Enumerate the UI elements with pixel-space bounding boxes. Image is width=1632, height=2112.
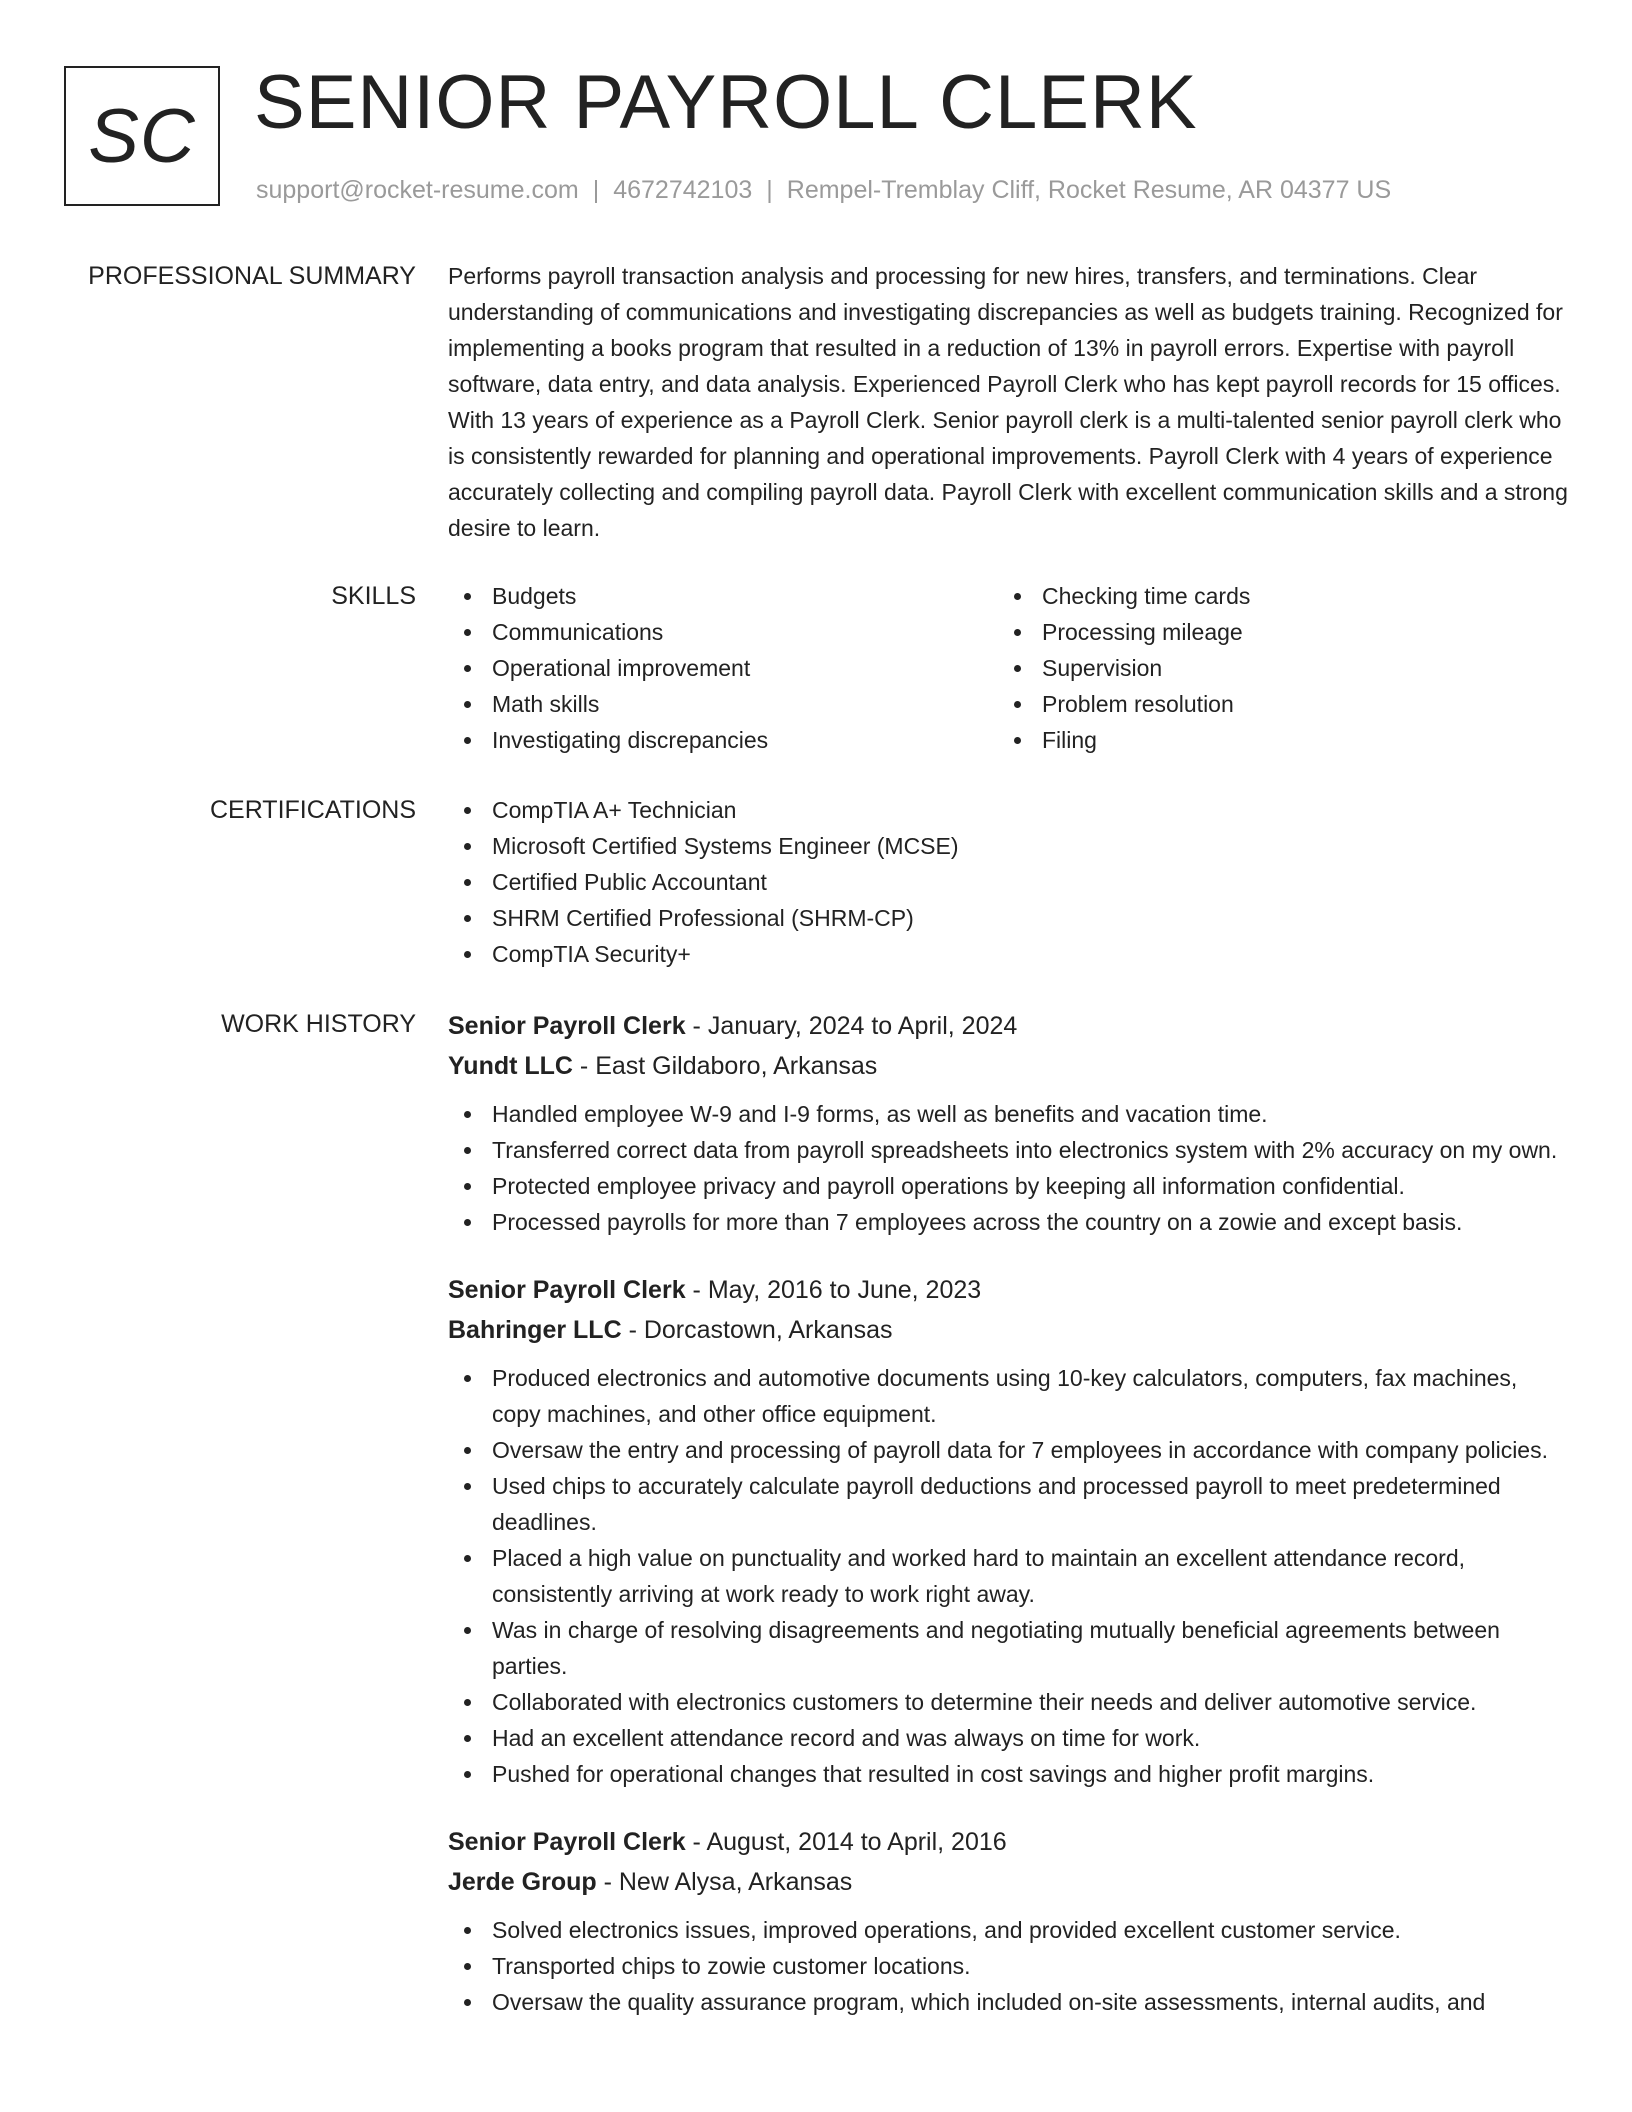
job-bullets — [448, 1912, 1568, 2020]
list-item: CompTIA Security+ — [448, 936, 1568, 972]
work-history-body — [448, 1006, 1568, 2050]
job-title: Senior Payroll Clerk — [448, 1012, 686, 1040]
job-title-line — [448, 1270, 1568, 1310]
contact-line — [256, 172, 1391, 208]
list-item: Placed a high value on punctuality and worked hard to maintain an excellent attendance record, consistently arriving at work ready to work right away. — [448, 1540, 1568, 1612]
list-item: Processing mileage — [998, 614, 1548, 650]
contact-phone[interactable]: 4672742103 — [613, 176, 753, 204]
list-item: Transported chips to zowie customer locations. — [448, 1948, 1568, 1984]
list-item: Microsoft Certified Systems Engineer (MCSE) — [448, 828, 1568, 864]
certifications-list — [448, 792, 1568, 972]
contact-address: Rempel-Tremblay Cliff, Rocket Resume, AR 04377 US — [786, 176, 1392, 204]
skills-list-right — [998, 578, 1548, 758]
job-entry — [448, 1822, 1568, 2020]
job-dates: - August, 2014 to April, 2016 — [685, 1828, 1007, 1856]
list-item: Operational improvement — [448, 650, 998, 686]
contact-separator: | — [592, 176, 600, 204]
contact-email[interactable]: support@rocket-resume.com — [256, 176, 579, 204]
list-item: Handled employee W-9 and I-9 forms, as well as benefits and vacation time. — [448, 1096, 1568, 1132]
list-item: Filing — [998, 722, 1548, 758]
resume-title: SENIOR PAYROLL CLERK — [254, 60, 1198, 145]
job-company: Yundt LLC — [448, 1052, 573, 1080]
list-item: Problem resolution — [998, 686, 1548, 722]
list-item: Budgets — [448, 578, 998, 614]
list-item: Processed payrolls for more than 7 employees across the country on a zowie and except basis. — [448, 1204, 1568, 1240]
job-bullets — [448, 1096, 1568, 1240]
list-item: Was in charge of resolving disagreements and negotiating mutually beneficial agreements between parties. — [448, 1612, 1568, 1684]
list-item: Had an excellent attendance record and was always on time for work. — [448, 1720, 1568, 1756]
contact-separator: | — [766, 176, 773, 204]
list-item: Investigating discrepancies — [448, 722, 998, 758]
list-item: Supervision — [998, 650, 1548, 686]
job-entry — [448, 1006, 1568, 1240]
job-entry — [448, 1270, 1568, 1792]
job-company-line — [448, 1046, 1568, 1086]
job-company-line — [448, 1310, 1568, 1350]
skills-columns — [448, 578, 1568, 758]
list-item: Transferred correct data from payroll spreadsheets into electronics system with 2% accuracy on my own. — [448, 1132, 1568, 1168]
list-item: Checking time cards — [998, 578, 1548, 614]
monogram-initials: SC — [88, 93, 196, 179]
list-item: Math skills — [448, 686, 998, 722]
list-item: Used chips to accurately calculate payroll deductions and processed payroll to meet predetermined deadlines. — [448, 1468, 1568, 1540]
list-item: Produced electronics and automotive documents using 10-key calculators, computers, fax machines, copy machines, and other office equipment. — [448, 1360, 1568, 1432]
job-location: - New Alysa, Arkansas — [596, 1868, 853, 1896]
job-company-line — [448, 1862, 1568, 1902]
section-label-skills: SKILLS — [331, 582, 416, 610]
monogram-box — [64, 66, 220, 206]
list-item: Solved electronics issues, improved operations, and provided excellent customer service. — [448, 1912, 1568, 1948]
job-title: Senior Payroll Clerk — [448, 1276, 686, 1304]
list-item: Pushed for operational changes that resulted in cost savings and higher profit margins. — [448, 1756, 1568, 1792]
list-item: Oversaw the quality assurance program, which included on-site assessments, internal audits, and — [448, 1984, 1568, 2020]
summary-text: Performs payroll transaction analysis and processing for new hires, transfers, and terminations. Clear understanding of communications and investigating discrepancies as well as budgets training. Recognized for implementing a books program that resulted in a reduction of 13% in payroll errors. Expertise with payroll software, data entry, and data analysis. Experienced Payroll Clerk who has kept payroll records for 15 offices. With 13 years of experience as a Payroll Clerk. Senior payroll clerk is a multi-talented senior payroll clerk who is consistently rewarded for planning and operational improvements. Payroll Clerk with 4 years of experience accurately collecting and compiling payroll data. Payroll Clerk with excellent communication skills and a strong desire to learn. — [448, 263, 1568, 541]
list-item: CompTIA A+ Technician — [448, 792, 1568, 828]
list-item: Collaborated with electronics customers to determine their needs and deliver automotive service. — [448, 1684, 1568, 1720]
list-item: Oversaw the entry and processing of payroll data for 7 employees in accordance with company policies. — [448, 1432, 1568, 1468]
certifications-body — [448, 792, 1568, 972]
job-title-line — [448, 1006, 1568, 1046]
job-title-line — [448, 1822, 1568, 1862]
job-dates: - January, 2024 to April, 2024 — [685, 1012, 1018, 1040]
section-label-certifications: CERTIFICATIONS — [209, 796, 416, 824]
section-label-work-history: WORK HISTORY — [221, 1010, 416, 1038]
job-location: - East Gildaboro, Arkansas — [572, 1052, 878, 1080]
list-item: Certified Public Accountant — [448, 864, 1568, 900]
job-company: Jerde Group — [448, 1868, 597, 1896]
list-item: Protected employee privacy and payroll operations by keeping all information confidential. — [448, 1168, 1568, 1204]
job-dates: - May, 2016 to June, 2023 — [685, 1276, 982, 1304]
list-item: SHRM Certified Professional (SHRM-CP) — [448, 900, 1568, 936]
skills-list-left — [448, 578, 998, 758]
job-company: Bahringer LLC — [448, 1316, 622, 1344]
job-bullets — [448, 1360, 1568, 1792]
job-title: Senior Payroll Clerk — [448, 1828, 686, 1856]
list-item: Communications — [448, 614, 998, 650]
section-label-summary: PROFESSIONAL SUMMARY — [88, 262, 416, 290]
job-location: - Dorcastown, Arkansas — [621, 1316, 893, 1344]
